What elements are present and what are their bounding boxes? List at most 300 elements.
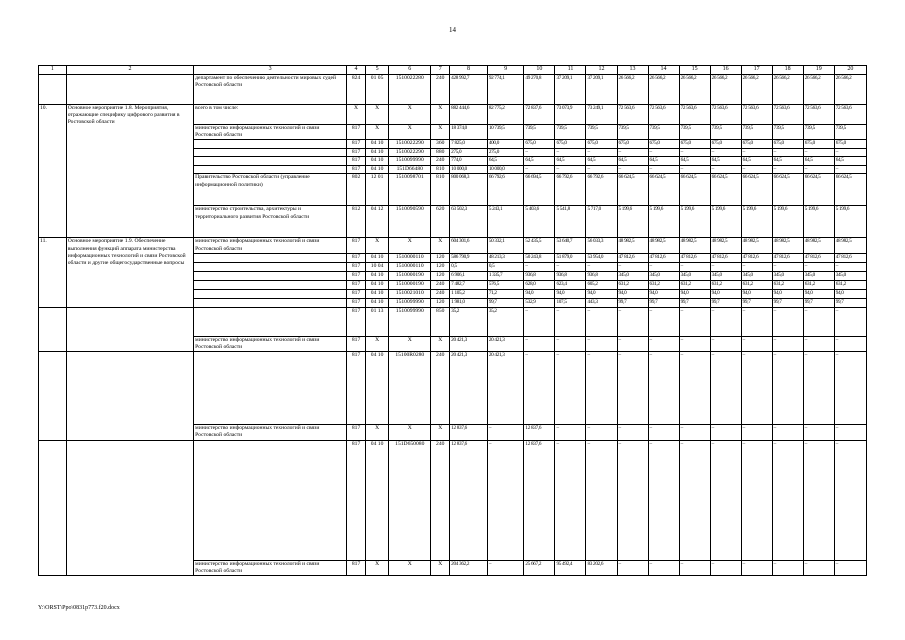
- amount-cell: 882 444,6: [450, 105, 488, 125]
- code-cell: 04 10: [365, 148, 388, 157]
- code-cell: X: [389, 125, 431, 140]
- code-cell: 1510000190: [389, 271, 431, 280]
- amount-cell: 72 563,6: [772, 105, 803, 125]
- amount-cell: 345,0: [617, 271, 648, 280]
- code-cell: X: [431, 336, 450, 351]
- activity-name: Основное мероприятие 1.8. Мероприятия, отражающие специфику цифрового развития в Ростовской области: [66, 105, 193, 238]
- code-cell: 120: [431, 298, 450, 307]
- table-row: [39, 307, 867, 336]
- code-cell: 817: [347, 336, 366, 351]
- amount-cell: 66 624,5: [617, 174, 648, 206]
- amount-cell: 94,0: [710, 289, 741, 298]
- amount-cell: –: [803, 352, 834, 425]
- amount-cell: 345,0: [834, 271, 866, 280]
- amount-cell: 64,5: [617, 157, 648, 166]
- amount-cell: –: [679, 307, 710, 336]
- code-cell: X: [389, 560, 431, 575]
- code-cell: X: [365, 560, 388, 575]
- code-cell: 12 01: [365, 174, 388, 206]
- amount-cell: –: [617, 165, 648, 174]
- amount-cell: 94,0: [772, 289, 803, 298]
- code-cell: 04 10: [365, 289, 388, 298]
- amount-cell: –: [679, 165, 710, 174]
- amount-cell: 5 717,0: [586, 206, 617, 238]
- executor-cell: департамент по обеспечению деятельности мировых судей Ростовской области: [194, 75, 347, 105]
- row-number: 11.: [39, 238, 67, 307]
- amount-cell: 5 199,6: [679, 206, 710, 238]
- code-cell: 240: [431, 75, 450, 105]
- column-number: 15: [679, 66, 710, 75]
- amount-cell: 94,0: [555, 289, 586, 298]
- amount-cell: –: [772, 425, 803, 440]
- amount-cell: 936,8: [524, 271, 555, 280]
- code-cell: 817: [347, 560, 366, 575]
- amount-cell: 675,0: [648, 140, 679, 149]
- code-cell: 15100R0280: [389, 352, 431, 425]
- amount-cell: 35,2: [450, 307, 488, 336]
- amount-cell: 20 421,3: [450, 336, 488, 351]
- amount-cell: 64,5: [679, 157, 710, 166]
- amount-cell: –: [586, 336, 617, 351]
- amount-cell: 5 199,6: [617, 206, 648, 238]
- amount-cell: 66 624,5: [803, 174, 834, 206]
- amount-cell: 675,0: [803, 140, 834, 149]
- amount-cell: 56 033,3: [586, 238, 617, 253]
- code-cell: 620: [431, 206, 450, 238]
- amount-cell: –: [679, 352, 710, 425]
- amount-cell: –: [679, 440, 710, 560]
- amount-cell: –: [679, 262, 710, 271]
- amount-cell: –: [710, 165, 741, 174]
- amount-cell: 675,0: [555, 140, 586, 149]
- amount-cell: 739,5: [741, 125, 772, 140]
- code-cell: 817: [347, 253, 366, 262]
- amount-cell: –: [586, 262, 617, 271]
- amount-cell: –: [679, 148, 710, 157]
- amount-cell: 64,5: [710, 157, 741, 166]
- code-cell: X: [365, 425, 388, 440]
- amount-cell: –: [648, 165, 679, 174]
- amount-cell: –: [710, 440, 741, 560]
- amount-cell: 48 982,5: [648, 238, 679, 253]
- amount-cell: –: [834, 336, 866, 351]
- amount-cell: 47 812,6: [617, 253, 648, 262]
- amount-cell: 204 362,2: [450, 560, 488, 575]
- amount-cell: –: [617, 307, 648, 336]
- amount-cell: 94,0: [617, 289, 648, 298]
- amount-cell: –: [648, 336, 679, 351]
- amount-cell: 66 624,5: [834, 174, 866, 206]
- code-cell: 817: [347, 289, 366, 298]
- executor-cell: Правительство Ростовской области (управление информационной политики): [194, 174, 347, 206]
- amount-cell: 26 566,2: [648, 75, 679, 105]
- amount-cell: 800 068,3: [450, 174, 488, 206]
- amount-cell: 48 982,5: [834, 238, 866, 253]
- column-number: 12: [586, 66, 617, 75]
- amount-cell: 5 243,1: [487, 206, 524, 238]
- amount-cell: 631,2: [648, 280, 679, 289]
- amount-cell: 605,2: [586, 280, 617, 289]
- executor-cell: [194, 440, 347, 560]
- amount-cell: –: [617, 352, 648, 425]
- amount-cell: 26 566,2: [772, 75, 803, 105]
- executor-cell: министерство информационных технологий и связи Ростовской области: [194, 125, 347, 140]
- code-cell: 810: [431, 165, 450, 174]
- amount-cell: 739,5: [617, 125, 648, 140]
- amount-cell: 12 837,6: [524, 425, 555, 440]
- code-cell: 10 04: [365, 262, 388, 271]
- code-cell: 1510000110: [389, 253, 431, 262]
- amount-cell: –: [586, 148, 617, 157]
- executor-cell: [194, 298, 347, 307]
- amount-cell: –: [586, 165, 617, 174]
- code-cell: 817: [347, 148, 366, 157]
- amount-cell: 94,0: [741, 289, 772, 298]
- amount-cell: 47 812,6: [834, 253, 866, 262]
- code-cell: 04 10: [365, 253, 388, 262]
- activity-name: [66, 352, 193, 440]
- amount-cell: 48 982,5: [679, 238, 710, 253]
- amount-cell: –: [803, 262, 834, 271]
- amount-cell: –: [834, 307, 866, 336]
- amount-cell: –: [741, 336, 772, 351]
- file-path-footer: Y:\ORST\Ppo\0831p773.f20.docx: [38, 605, 120, 611]
- amount-cell: 675,0: [710, 140, 741, 149]
- amount-cell: –: [555, 352, 586, 425]
- amount-cell: –: [772, 148, 803, 157]
- amount-cell: 1 105,2: [450, 289, 488, 298]
- amount-cell: 49 270,8: [524, 75, 555, 105]
- column-number: 8: [450, 66, 488, 75]
- amount-cell: 675,0: [834, 140, 866, 149]
- code-cell: X: [431, 560, 450, 575]
- amount-cell: 51 879,0: [555, 253, 586, 262]
- code-cell: 04 10: [365, 280, 388, 289]
- amount-cell: –: [555, 165, 586, 174]
- amount-cell: 5 199,6: [772, 206, 803, 238]
- amount-cell: 26 566,2: [710, 75, 741, 105]
- code-cell: 04 10: [365, 271, 388, 280]
- amount-cell: 739,5: [834, 125, 866, 140]
- amount-cell: –: [803, 307, 834, 336]
- amount-cell: 739,5: [710, 125, 741, 140]
- code-cell: 120: [431, 262, 450, 271]
- row-number: [39, 440, 67, 575]
- amount-cell: 26 566,2: [834, 75, 866, 105]
- amount-cell: –: [487, 440, 524, 560]
- amount-cell: –: [741, 307, 772, 336]
- amount-cell: 47 812,6: [803, 253, 834, 262]
- code-cell: 817: [347, 280, 366, 289]
- amount-cell: 48 982,5: [741, 238, 772, 253]
- amount-cell: 92 774,1: [487, 75, 524, 105]
- amount-cell: –: [834, 425, 866, 440]
- amount-cell: –: [803, 165, 834, 174]
- code-cell: 240: [431, 289, 450, 298]
- amount-cell: –: [586, 440, 617, 560]
- amount-cell: –: [524, 336, 555, 351]
- amount-cell: 53 954,0: [586, 253, 617, 262]
- amount-cell: 675,0: [617, 140, 648, 149]
- code-cell: X: [431, 238, 450, 253]
- code-cell: 240: [431, 352, 450, 425]
- amount-cell: 72 563,6: [679, 105, 710, 125]
- amount-cell: 72 563,6: [741, 105, 772, 125]
- amount-cell: 345,0: [741, 271, 772, 280]
- amount-cell: –: [710, 307, 741, 336]
- code-cell: 817: [347, 307, 366, 336]
- code-cell: 1510099990: [389, 307, 431, 336]
- amount-cell: 443,3: [586, 298, 617, 307]
- row-number: [39, 352, 67, 440]
- activity-name: Основное мероприятие 1.9. Обеспечение выполнения функций аппарата министерства информационных технологий и связи Ростовской области и другие общегосударственные вопросы: [66, 238, 193, 307]
- executor-cell: [194, 271, 347, 280]
- amount-cell: 20 421,3: [487, 352, 524, 425]
- code-cell: X: [389, 425, 431, 440]
- amount-cell: 631,2: [772, 280, 803, 289]
- code-cell: 824: [347, 75, 366, 105]
- amount-cell: 99,7: [679, 298, 710, 307]
- amount-cell: 631,2: [803, 280, 834, 289]
- code-cell: 01 05: [365, 75, 388, 105]
- code-cell: 1510000110: [389, 262, 431, 271]
- amount-cell: 94,0: [524, 289, 555, 298]
- code-cell: 240: [431, 440, 450, 560]
- amount-cell: 72 837,6: [524, 105, 555, 125]
- code-cell: 817: [347, 125, 366, 140]
- amount-cell: –: [617, 425, 648, 440]
- amount-cell: –: [555, 148, 586, 157]
- amount-cell: 428 992,7: [450, 75, 488, 105]
- amount-cell: –: [834, 262, 866, 271]
- amount-cell: 739,5: [586, 125, 617, 140]
- amount-cell: 64,5: [648, 157, 679, 166]
- column-number-row: [39, 66, 867, 75]
- code-cell: 1510022280: [389, 75, 431, 105]
- amount-cell: 99,7: [834, 298, 866, 307]
- page-number: 14: [449, 26, 456, 34]
- code-cell: 817: [347, 271, 366, 280]
- amount-cell: 739,5: [648, 125, 679, 140]
- code-cell: X: [431, 105, 450, 125]
- amount-cell: –: [803, 148, 834, 157]
- amount-cell: –: [586, 425, 617, 440]
- amount-cell: –: [772, 440, 803, 560]
- amount-cell: 739,5: [772, 125, 803, 140]
- amount-cell: 12 837,6: [524, 440, 555, 560]
- row-number: [39, 75, 67, 105]
- amount-cell: 345,0: [803, 271, 834, 280]
- amount-cell: 739,5: [555, 125, 586, 140]
- column-number: 20: [834, 66, 866, 75]
- amount-cell: –: [772, 352, 803, 425]
- amount-cell: 345,0: [648, 271, 679, 280]
- column-number: 17: [741, 66, 772, 75]
- amount-cell: –: [741, 165, 772, 174]
- code-cell: 802: [347, 174, 366, 206]
- executor-cell: [194, 148, 347, 157]
- code-cell: 817: [347, 157, 366, 166]
- amount-cell: 532,9: [524, 298, 555, 307]
- code-cell: 1510099990: [389, 157, 431, 166]
- code-cell: 1510021010: [389, 289, 431, 298]
- amount-cell: 936,8: [555, 271, 586, 280]
- amount-cell: 5 199,6: [648, 206, 679, 238]
- amount-cell: 47 812,6: [772, 253, 803, 262]
- amount-cell: –: [741, 352, 772, 425]
- code-cell: X: [389, 238, 431, 253]
- amount-cell: 64,5: [803, 157, 834, 166]
- activity-name: [66, 307, 193, 351]
- amount-cell: 400,0: [487, 140, 524, 149]
- amount-cell: –: [648, 307, 679, 336]
- amount-cell: 48 982,5: [803, 238, 834, 253]
- code-cell: X: [365, 105, 388, 125]
- amount-cell: –: [710, 425, 741, 440]
- column-number: 1: [39, 66, 67, 75]
- executor-cell: министерство информационных технологий и связи Ростовской области: [194, 336, 347, 351]
- amount-cell: –: [834, 352, 866, 425]
- amount-cell: 675,0: [772, 140, 803, 149]
- amount-cell: 936,8: [586, 271, 617, 280]
- code-cell: 1510022290: [389, 140, 431, 149]
- amount-cell: 675,0: [741, 140, 772, 149]
- amount-cell: 72 563,6: [803, 105, 834, 125]
- amount-cell: 675,0: [524, 140, 555, 149]
- amount-cell: 99,7: [617, 298, 648, 307]
- executor-cell: [194, 262, 347, 271]
- executor-cell: министерство информационных технологий и связи Ростовской области: [194, 560, 347, 575]
- amount-cell: 12 837,6: [450, 425, 488, 440]
- amount-cell: 99,7: [648, 298, 679, 307]
- amount-cell: –: [803, 560, 834, 575]
- amount-cell: 1 981,0: [450, 298, 488, 307]
- amount-cell: –: [487, 425, 524, 440]
- code-cell: 880: [431, 148, 450, 157]
- executor-cell: министерство информационных технологий и связи Ростовской области: [194, 238, 347, 253]
- code-cell: 817: [347, 425, 366, 440]
- amount-cell: –: [834, 440, 866, 560]
- amount-cell: –: [648, 440, 679, 560]
- amount-cell: 50 243,8: [524, 253, 555, 262]
- amount-cell: –: [555, 307, 586, 336]
- amount-cell: 739,5: [679, 125, 710, 140]
- row-number: 10.: [39, 105, 67, 238]
- amount-cell: –: [710, 148, 741, 157]
- amount-cell: 73 249,1: [586, 105, 617, 125]
- amount-cell: –: [617, 148, 648, 157]
- amount-cell: 47 812,6: [741, 253, 772, 262]
- code-cell: X: [365, 336, 388, 351]
- amount-cell: 53 640,7: [555, 238, 586, 253]
- amount-cell: –: [617, 440, 648, 560]
- amount-cell: 604 301,6: [450, 238, 488, 253]
- executor-cell: министерство строительства, архитектуры и территориального развития Ростовской области: [194, 206, 347, 238]
- amount-cell: 99,7: [710, 298, 741, 307]
- amount-cell: –: [617, 560, 648, 575]
- amount-cell: 99,7: [803, 298, 834, 307]
- amount-cell: –: [772, 307, 803, 336]
- amount-cell: 48 982,5: [710, 238, 741, 253]
- amount-cell: 628,0: [524, 280, 555, 289]
- amount-cell: 26 566,2: [741, 75, 772, 105]
- column-number: 9: [487, 66, 524, 75]
- table-row: [39, 75, 867, 105]
- executor-cell: [194, 307, 347, 336]
- amount-cell: –: [648, 352, 679, 425]
- amount-cell: 71,2: [487, 289, 524, 298]
- code-cell: X: [431, 125, 450, 140]
- amount-cell: 20 421,3: [487, 336, 524, 351]
- amount-cell: 99,7: [741, 298, 772, 307]
- column-number: 16: [710, 66, 741, 75]
- amount-cell: 48 982,5: [772, 238, 803, 253]
- amount-cell: –: [803, 425, 834, 440]
- amount-cell: 66 624,5: [648, 174, 679, 206]
- amount-cell: 6 906,1: [450, 271, 488, 280]
- amount-cell: 48 213,3: [487, 253, 524, 262]
- column-number: 6: [389, 66, 431, 75]
- column-number: 11: [555, 66, 586, 75]
- amount-cell: 47 812,6: [679, 253, 710, 262]
- amount-cell: 99,7: [487, 298, 524, 307]
- amount-cell: 48 982,5: [617, 238, 648, 253]
- amount-cell: 83 202,6: [586, 560, 617, 575]
- activity-name: [66, 440, 193, 575]
- amount-cell: 95 492,4: [555, 560, 586, 575]
- amount-cell: 50 332,1: [487, 238, 524, 253]
- code-cell: 817: [347, 352, 366, 425]
- amount-cell: 94,0: [834, 289, 866, 298]
- amount-cell: –: [834, 165, 866, 174]
- amount-cell: –: [679, 560, 710, 575]
- code-cell: 1510000190: [389, 280, 431, 289]
- amount-cell: 631,2: [710, 280, 741, 289]
- table-row: [39, 440, 867, 560]
- amount-cell: 66 624,5: [710, 174, 741, 206]
- amount-cell: 5 199,6: [834, 206, 866, 238]
- amount-cell: –: [834, 560, 866, 575]
- amount-cell: 66 624,5: [741, 174, 772, 206]
- amount-cell: 66 792,6: [487, 174, 524, 206]
- executor-cell: министерство информационных технологий и связи Ростовской области: [194, 425, 347, 440]
- code-cell: 120: [431, 271, 450, 280]
- code-cell: 04 10: [365, 140, 388, 149]
- amount-cell: 64,5: [834, 157, 866, 166]
- amount-cell: 107,5: [555, 298, 586, 307]
- code-cell: X: [347, 105, 366, 125]
- amount-cell: 739,5: [803, 125, 834, 140]
- amount-cell: 37 209,1: [586, 75, 617, 105]
- amount-cell: 99,7: [772, 298, 803, 307]
- code-cell: X: [365, 125, 388, 140]
- code-cell: 01 13: [365, 307, 388, 336]
- code-cell: 817: [347, 298, 366, 307]
- code-cell: 1510099990: [389, 298, 431, 307]
- code-cell: 817: [347, 440, 366, 560]
- executor-cell: [194, 140, 347, 149]
- budget-table: [38, 65, 867, 576]
- code-cell: 04 10: [365, 165, 388, 174]
- column-number: 10: [524, 66, 555, 75]
- amount-cell: 64,5: [487, 157, 524, 166]
- amount-cell: 5 403,6: [524, 206, 555, 238]
- code-cell: 817: [347, 165, 366, 174]
- amount-cell: –: [772, 262, 803, 271]
- code-cell: 240: [431, 280, 450, 289]
- code-cell: 360: [431, 140, 450, 149]
- amount-cell: 345,0: [710, 271, 741, 280]
